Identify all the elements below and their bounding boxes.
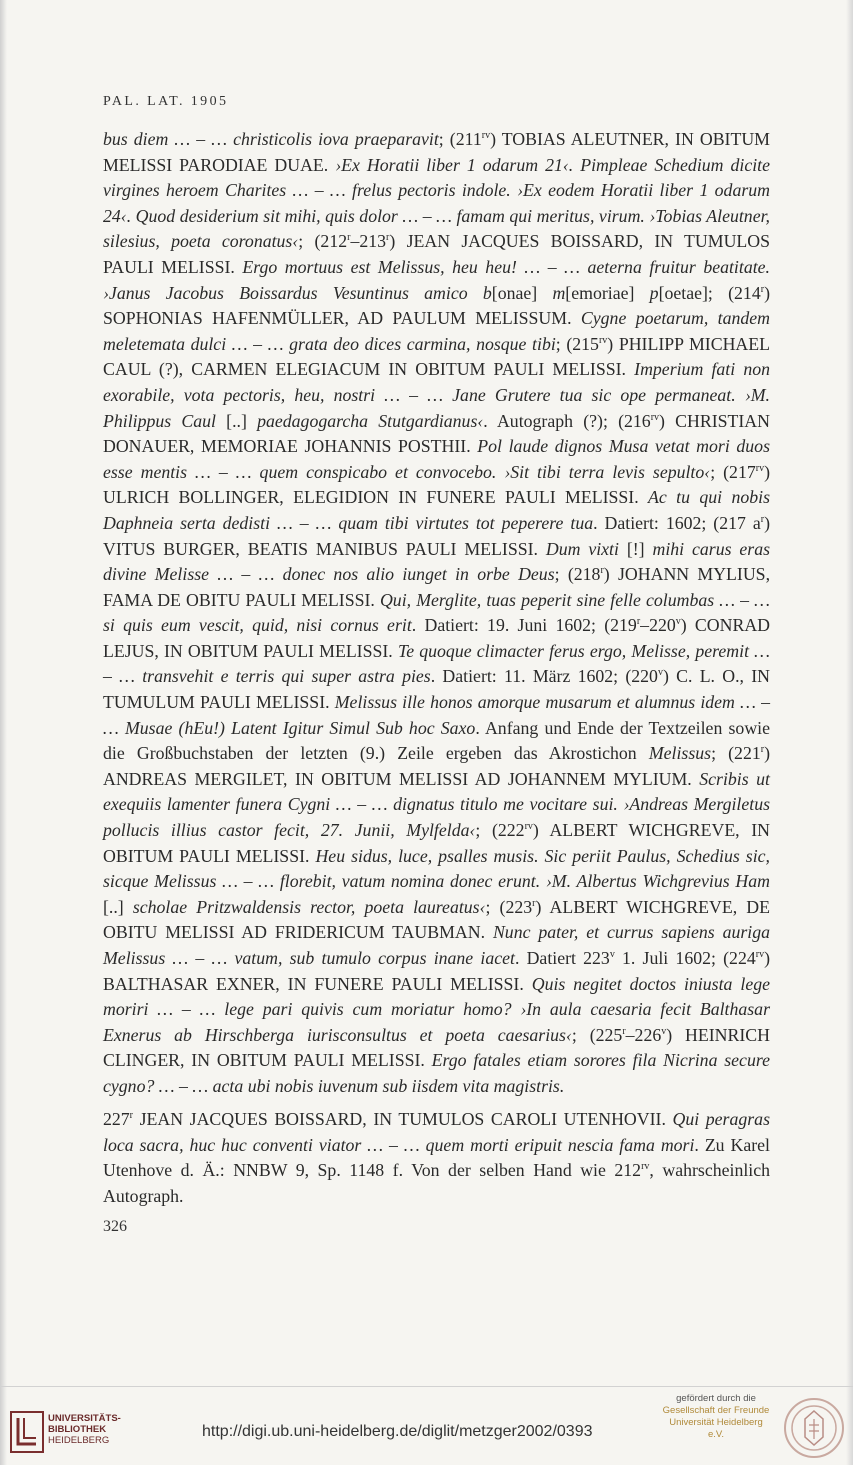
text-run: ) ULRICH BOLLINGER, ELEGIDION IN FUNERE PAULI MELISSI. [103, 461, 770, 508]
text-run: ; (223 [485, 896, 533, 917]
text-run: ) ALBERT WICHGREVE, IN OBITUM PAULI MELISSI. [103, 820, 770, 866]
text-run: ; (217 [710, 461, 756, 482]
body-paragraph [103, 1107, 770, 1209]
text-run: 1. Juli 1602; (224 [614, 948, 756, 968]
text-run: ) JOHANN MYLIUS, FAMA DE OBITU PAULI MELISSI. [103, 564, 771, 610]
sponsor-credit [660, 1393, 772, 1441]
latin-incipit: Nunc pater, et currus sapiens auriga Melissus … – … vatum, sub tumulo corpus inane iacet [103, 922, 770, 968]
library-logo-icon [10, 1410, 44, 1454]
text-run: . Anfang und Ende der Textzeilen sowie die Großbuchstaben der letzten (9.) Zeile ergeben das Akrostichon [103, 717, 770, 764]
folio-superscript: v [661, 1025, 667, 1037]
text-run: ) ANDREAS MERGILET, IN OBITUM MELISSI AD JOHANNEM MYLIUM. [103, 743, 770, 789]
folio-superscript: r [600, 565, 604, 577]
text-run: ) TOBIAS ALEUTNER, IN OBITUM MELISSI PARODIAE DUAE. [103, 129, 770, 175]
text-run: ; (212 [298, 231, 348, 252]
latin-incipit: ›Ex Horatii liber 1 odarum 21‹. Pimpleae Schedium dicite virgines heroem Charites … – … frelus pectoris indole. ›Ex eodem Horatii liber 1 odarum 24‹. Quod desiderium sit mihi, quis dolor … – … famam qui meritus, virum. ›Tobias Aleutner, silesius, poeta coronatus‹ [103, 154, 770, 252]
body-paragraph [103, 127, 770, 1100]
latin-incipit: Dum vixti [545, 538, 619, 559]
page-number: 326 [103, 1218, 127, 1235]
text-run: JEAN JACQUES BOISSARD, IN TUMULOS CAROLI UTENHOVII. [133, 1109, 673, 1129]
latin-incipit: Imperium fati non exorabile, vota pectoris, heu, nostri … – … Jane Grutere tua sic ope permaneat. ›M. Philippus Caul [103, 359, 770, 431]
text-run: . Zu Karel Utenhove d. Ä.: NNBW 9, Sp. 1148 f. Von der selben Hand wie 212 [103, 1134, 770, 1181]
library-name [48, 1413, 121, 1446]
folio-superscript: r [129, 1110, 134, 1121]
latin-incipit: Heu sidus, luce, psalles musis. Sic periit Paulus, Schedius sic, sicque Melissus … – … florebit, vatum nomina donec erunt. ›M. Albertus Wichgrevius Ham [103, 845, 770, 892]
latin-incipit: Cygne poetarum, tandem meletemata dulci … – … grata deo dices carmina, nosque tibi [103, 308, 770, 354]
text-run: ; (221 [711, 743, 761, 764]
catalog-entry-227r [103, 1107, 770, 1209]
folio-superscript: v [657, 667, 663, 679]
latin-incipit: Melissus [648, 743, 712, 764]
text-run: . Autograph (?); (216 [483, 410, 651, 431]
latin-incipit: bus diem … – … christicolis iova praeparavit [103, 129, 439, 149]
folio-superscript: rv [650, 411, 660, 423]
text-run: . Datiert 223 [514, 948, 610, 968]
folio-superscript: v [675, 616, 681, 628]
text-run: ) ALBERT WICHGREVE, DE OBITU MELISSI AD FRIDERICUM TAUBMAN. [103, 896, 771, 943]
text-run: –220 [640, 615, 676, 636]
latin-incipit: Ergo mortuus est Melissus, heu heu! … – … aeterna fruitur beatitate. ›Janus Jacobus Boissardus Vesuntinus amico b [103, 256, 770, 303]
folio-superscript: r [386, 232, 390, 244]
folio-superscript: r [760, 283, 765, 295]
text-run: ) VITUS BURGER, BEATIS MANIBUS PAULI MELISSI. [103, 512, 770, 559]
text-run: ) JEAN JACQUES BOISSARD, IN TUMULOS PAULI MELISSI. [103, 231, 770, 277]
latin-incipit: paedagogarcha Stutgardianus‹ [257, 410, 484, 431]
text-run: [emoriae] [565, 282, 650, 303]
footer-divider [0, 1386, 853, 1387]
latin-incipit: m [552, 282, 566, 303]
university-seal-icon [783, 1397, 845, 1459]
folio-superscript: rv [481, 130, 491, 141]
page-edge-right [846, 0, 853, 1465]
folio-superscript: r [760, 744, 765, 756]
text-run: , wahrscheinlich Autograph. [103, 1160, 771, 1206]
folio-superscript: r [636, 616, 641, 628]
folio-superscript: rv [755, 949, 765, 960]
text-run: 227 [103, 1109, 130, 1129]
folio-superscript: v [609, 949, 615, 960]
folio-superscript: r [760, 513, 765, 525]
text-run: ) PHILIPP MICHAEL CAUL (?), CARMEN ELEGIACUM IN OBITUM PAULI MELISSI. [103, 333, 770, 380]
text-run: ) CHRISTIAN DONAUER, MEMORIAE JOHANNIS POSTHII. [103, 410, 770, 457]
latin-incipit: Qui, Merglite, tuas peperit sine felle columbas … – … si quis eum vescit, quid, nisi cornus erit [103, 589, 770, 636]
catalog-entry-continuation [103, 127, 770, 1100]
text-run: ) SOPHONIAS HAFENMÜLLER, AD PAULUM MELISSUM. [103, 282, 770, 329]
text-run: –213 [350, 231, 387, 252]
folio-superscript: rv [641, 1161, 650, 1173]
latin-incipit: mihi carus eras divine Melisse … – … donec nos alio iunget in orbe Deus [103, 538, 771, 585]
text-run: [..] [103, 896, 133, 917]
text-run: [..] [215, 410, 258, 431]
text-run: ) HEINRICH CLINGER, IN OBITUM PAULI MELISSI. [103, 1024, 770, 1071]
folio-superscript: rv [755, 462, 765, 474]
text-run: [onae] [491, 282, 553, 303]
folio-superscript: r [347, 232, 351, 244]
latin-incipit: Te quoque climacter ferus ergo, Melisse, peremit … – … transvehit e terris qui super astra pies [103, 640, 770, 687]
sponsor-line: Gesellschaft der Freunde [662, 1405, 770, 1416]
latin-incipit: Ac tu qui nobis Daphneia serta dedisti … – … quam tibi virtutes tot peperere tua [103, 487, 770, 533]
latin-incipit: Quis negitet doctos iniusta lege moriri … – … lege pari quivis cum moriatur homo? ›In aula caesaria fecit Balthasar Exnerus ab Hirschberga iurisconsultus et poeta caesarius‹ [103, 973, 770, 1045]
library-name-line: UNIVERSITÄTS- [48, 1413, 121, 1424]
running-head: PAL. LAT. 1905 [103, 94, 229, 109]
folio-superscript: r [622, 1025, 626, 1037]
folio-superscript: rv [598, 334, 608, 346]
latin-incipit: Melissus ille honos amorque musarum et alumnus idem … – … Musae (hEu!) Latent Igitur Simul Sub hoc Saxo [103, 692, 770, 738]
text-run: –226 [625, 1024, 662, 1045]
page-edge-left [0, 0, 7, 1465]
latin-incipit: scholae Pritzwaldensis rector, poeta laureatus‹ [132, 896, 486, 917]
text-run: ; (218 [554, 564, 601, 585]
latin-incipit: Scribis ut exequiis lamenter funera Cygni … – … dignatus titulo me vocitare sui. ›Andreas Mergiletus pollucis illius castor fecit, 27. Junii, Mylfelda‹ [103, 768, 770, 841]
text-run: ; (211 [438, 129, 482, 149]
text-run: ; (225 [571, 1024, 623, 1045]
latin-incipit: Ergo fatales etiam sorores fila Nicrina secure cygno? … – … acta ubi nobis iuvenum sub iisdem vita magistris. [103, 1050, 770, 1096]
library-name-line: HEIDELBERG [48, 1435, 110, 1446]
latin-incipit: Qui peragras loca sacra, huc huc conventi viator … – … quem morti eripuit nescia fama mori [103, 1109, 770, 1155]
sponsor-line: Universität Heidelberg e.V. [669, 1417, 763, 1440]
text-run: [oetae]; (214 [658, 282, 761, 303]
latin-incipit: p [649, 282, 659, 303]
text-run: ) C. L. O., IN TUMULUM PAULI MELISSI. [103, 666, 771, 713]
text-run: [!] [618, 538, 653, 559]
folio-superscript: rv [524, 821, 533, 833]
latin-incipit: Pol laude dignos Musa vetat mori duos esse mentis … – … quem conspicabo et convocebo. ›Sit tibi terra levis sepulto‹ [103, 436, 770, 482]
text-run: ; (222 [475, 820, 525, 841]
folio-superscript: r [532, 897, 536, 909]
text-run: . Datiert: 11. März 1602; (220 [430, 666, 658, 687]
library-name-line: BIBLIOTHEK [48, 1424, 107, 1435]
text-run: . Datiert: 19. Juni 1602; (219 [411, 615, 637, 636]
text-run: ; (215 [555, 333, 599, 354]
permalink-url[interactable]: http://digi.ub.uni-heidelberg.de/diglit/metzger2002/0393 [202, 1423, 593, 1440]
text-run: ) CONRAD LEJUS, IN OBITUM PAULI MELISSI. [103, 615, 771, 661]
text-run: ) BALTHASAR EXNER, IN FUNERE PAULI MELISSI. [103, 948, 770, 994]
text-run: . Datiert: 1602; (217 a [593, 512, 761, 533]
sponsor-line: gefördert durch die [676, 1393, 756, 1404]
